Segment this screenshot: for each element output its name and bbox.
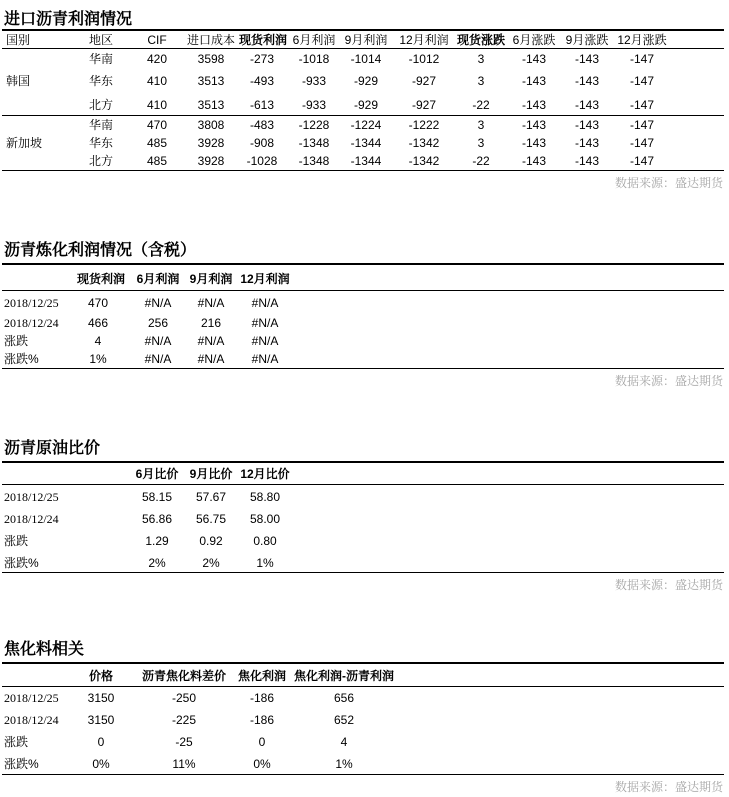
table-cell: -483: [249, 118, 275, 132]
table-cell: -147: [629, 74, 655, 88]
table-cell: 1%: [89, 352, 107, 366]
column-header: 12月利润: [240, 272, 290, 286]
table-cell: -1344: [350, 154, 382, 168]
table-cell: 4: [340, 735, 348, 749]
table-bottom-rule: [2, 572, 724, 573]
table-cell: 256: [147, 316, 169, 330]
table-cell: 1%: [256, 556, 274, 570]
table-cell: -1222: [408, 118, 440, 132]
table-cell: -22: [472, 98, 490, 112]
table-cell: -22: [472, 154, 490, 168]
table-cell: -143: [521, 98, 547, 112]
section-title-asphalt-crude-ratio: 沥青原油比价: [4, 438, 101, 457]
table-cell: 1.29: [145, 534, 169, 548]
column-header: 进口成本: [186, 33, 235, 47]
table-cell: -273: [249, 52, 275, 66]
table-cell: 466: [87, 316, 109, 330]
table-cell: -143: [521, 52, 547, 66]
table-cell: 3: [477, 118, 485, 132]
table-cell: #N/A: [144, 334, 172, 348]
table-cell: -908: [249, 136, 275, 150]
country-label: 韩国: [6, 74, 31, 88]
region-cell: 华南: [88, 118, 113, 132]
table-cell: #N/A: [251, 316, 279, 330]
table-cell: -929: [353, 98, 379, 112]
column-header: 现货涨跌: [456, 33, 505, 47]
column-header: 6月利润: [292, 33, 336, 47]
table-header-rule: [2, 48, 724, 49]
column-header: 12月利润: [399, 33, 449, 47]
table-cell: 410: [146, 98, 168, 112]
table-cell: 58.80: [249, 490, 281, 504]
table-cell: 0: [97, 735, 105, 749]
table-cell: -186: [249, 713, 275, 727]
table-cell: -143: [521, 118, 547, 132]
table-cell: -143: [574, 52, 600, 66]
row-label: 2018/12/24: [4, 316, 59, 330]
table-top-rule: [2, 662, 724, 664]
table-header-rule: [2, 686, 724, 687]
region-cell: 北方: [88, 98, 113, 112]
table-cell: 652: [333, 713, 355, 727]
table-cell: 485: [146, 136, 168, 150]
table-cell: 470: [87, 296, 109, 310]
data-source-note: 数据来源：盛达期货: [614, 780, 723, 794]
table-cell: 420: [146, 52, 168, 66]
table-cell: -927: [411, 74, 437, 88]
table-cell: -225: [171, 713, 197, 727]
table-cell: -143: [574, 74, 600, 88]
table-cell: -1342: [408, 136, 440, 150]
table-cell: -1228: [298, 118, 330, 132]
row-label: 2018/12/25: [4, 691, 59, 705]
region-cell: 北方: [88, 154, 113, 168]
table-cell: -613: [249, 98, 275, 112]
column-header: 价格: [88, 669, 113, 683]
table-cell: 410: [146, 74, 168, 88]
table-cell: -1018: [298, 52, 330, 66]
group-divider-rule: [2, 115, 724, 116]
table-cell: -143: [574, 136, 600, 150]
table-cell: -143: [574, 98, 600, 112]
table-cell: 3150: [87, 691, 115, 705]
column-header: 6月比价: [135, 467, 179, 481]
table-cell: #N/A: [251, 352, 279, 366]
table-cell: 1%: [335, 757, 353, 771]
column-header: 沥青焦化料差价: [141, 669, 226, 683]
table-cell: #N/A: [197, 296, 225, 310]
column-header: 9月利润: [189, 272, 233, 286]
column-header: 焦化利润: [237, 669, 286, 683]
table-cell: #N/A: [197, 352, 225, 366]
table-cell: #N/A: [144, 296, 172, 310]
table-cell: -1342: [408, 154, 440, 168]
table-header-rule: [2, 484, 724, 485]
column-header: CIF: [147, 33, 167, 47]
table-cell: -933: [301, 74, 327, 88]
table-cell: 11%: [172, 757, 196, 771]
table-cell: -147: [629, 98, 655, 112]
row-label: 涨跌%: [4, 556, 39, 570]
table-cell: 0: [258, 735, 266, 749]
table-cell: 57.67: [195, 490, 227, 504]
table-bottom-rule: [2, 774, 724, 775]
table-cell: -493: [249, 74, 275, 88]
data-source-note: 数据来源：盛达期货: [614, 374, 723, 388]
row-label: 涨跌%: [4, 757, 39, 771]
table-cell: 3: [477, 74, 485, 88]
data-source-note: 数据来源：盛达期货: [614, 176, 723, 190]
table-cell: -186: [249, 691, 275, 705]
table-cell: -929: [353, 74, 379, 88]
column-header: 地区: [88, 33, 113, 47]
table-cell: 0%: [253, 757, 271, 771]
table-bottom-rule: [2, 368, 724, 369]
table-cell: -147: [629, 154, 655, 168]
row-label: 2018/12/25: [4, 296, 59, 310]
table-cell: -1348: [298, 154, 330, 168]
data-source-note: 数据来源：盛达期货: [614, 578, 723, 592]
section-title-refining-profit: 沥青炼化利润情况（含税）: [4, 240, 197, 259]
row-label: 涨跌%: [4, 352, 39, 366]
column-header: 12月比价: [240, 467, 290, 481]
section-title-import-profit: 进口沥青利润情况: [4, 9, 133, 28]
table-cell: 3: [477, 52, 485, 66]
table-cell: -1348: [298, 136, 330, 150]
row-label: 涨跌: [4, 334, 29, 348]
row-label: 2018/12/25: [4, 490, 59, 504]
country-label: 新加坡: [6, 136, 43, 150]
table-cell: #N/A: [197, 334, 225, 348]
column-header: 国别: [6, 33, 31, 47]
table-cell: -147: [629, 118, 655, 132]
table-cell: -927: [411, 98, 437, 112]
row-label: 2018/12/24: [4, 713, 59, 727]
table-cell: -1224: [350, 118, 382, 132]
table-header-rule: [2, 290, 724, 291]
table-top-rule: [2, 263, 724, 265]
section-title-coking-material: 焦化料相关: [4, 639, 85, 658]
table-top-rule: [2, 29, 724, 31]
table-cell: -143: [521, 74, 547, 88]
table-cell: 3808: [197, 118, 225, 132]
table-cell: -25: [175, 735, 193, 749]
column-header: 6月利润: [136, 272, 180, 286]
table-cell: -933: [301, 98, 327, 112]
table-cell: 3513: [197, 74, 225, 88]
table-cell: 216: [200, 316, 222, 330]
table-cell: 3928: [197, 154, 225, 168]
column-header: 12月涨跌: [617, 33, 667, 47]
column-header: 6月涨跌: [512, 33, 556, 47]
table-cell: 470: [146, 118, 168, 132]
table-top-rule: [2, 461, 724, 463]
region-cell: 华东: [88, 136, 113, 150]
row-label: 涨跌: [4, 534, 29, 548]
table-cell: 3: [477, 136, 485, 150]
table-cell: -1012: [408, 52, 440, 66]
table-cell: 0%: [92, 757, 110, 771]
table-cell: -143: [521, 154, 547, 168]
table-cell: 3928: [197, 136, 225, 150]
table-bottom-rule: [2, 170, 724, 171]
row-label: 涨跌: [4, 735, 29, 749]
table-cell: 485: [146, 154, 168, 168]
table-cell: #N/A: [251, 334, 279, 348]
table-cell: 58.00: [249, 512, 281, 526]
row-label: 2018/12/24: [4, 512, 59, 526]
table-cell: -143: [574, 118, 600, 132]
region-cell: 华东: [88, 74, 113, 88]
table-cell: -147: [629, 52, 655, 66]
table-cell: -250: [171, 691, 197, 705]
table-cell: #N/A: [144, 352, 172, 366]
table-cell: 58.15: [141, 490, 173, 504]
table-cell: -1028: [246, 154, 278, 168]
column-header: 现货利润: [76, 272, 125, 286]
table-cell: 2%: [148, 556, 166, 570]
table-cell: 56.86: [141, 512, 173, 526]
region-cell: 华南: [88, 52, 113, 66]
column-header: 焦化利润-沥青利润: [294, 669, 394, 683]
table-cell: 3150: [87, 713, 115, 727]
table-cell: 56.75: [195, 512, 227, 526]
column-header: 现货利润: [238, 33, 287, 47]
table-cell: 2%: [202, 556, 220, 570]
table-cell: -147: [629, 136, 655, 150]
table-cell: 3598: [197, 52, 225, 66]
column-header: 9月涨跌: [565, 33, 609, 47]
table-cell: 656: [333, 691, 355, 705]
table-cell: #N/A: [251, 296, 279, 310]
table-cell: -1014: [350, 52, 382, 66]
column-header: 9月利润: [344, 33, 388, 47]
table-cell: 3513: [197, 98, 225, 112]
table-cell: 0.80: [253, 534, 277, 548]
table-cell: 0.92: [199, 534, 223, 548]
table-cell: 4: [94, 334, 102, 348]
column-header: 9月比价: [189, 467, 233, 481]
table-cell: -1344: [350, 136, 382, 150]
table-cell: -143: [574, 154, 600, 168]
table-cell: -143: [521, 136, 547, 150]
